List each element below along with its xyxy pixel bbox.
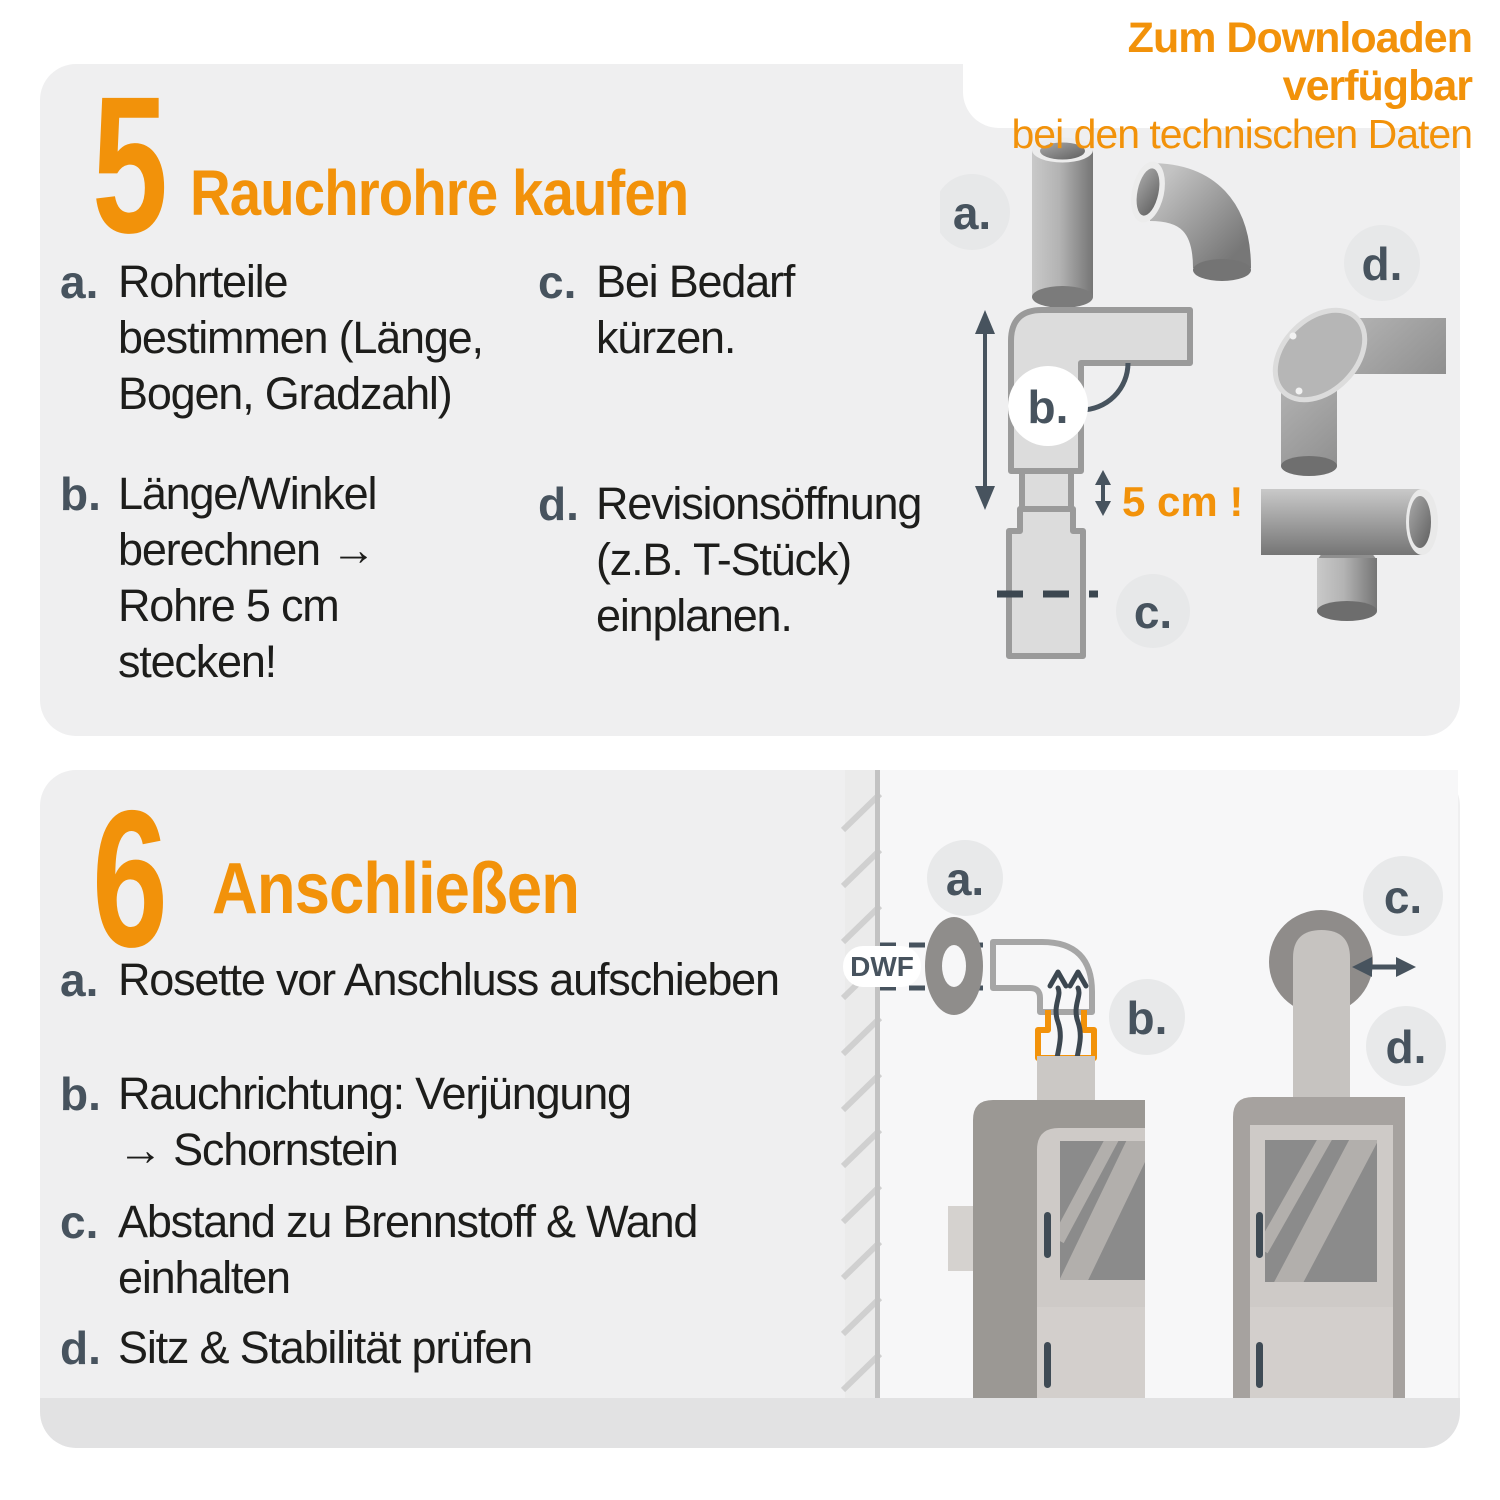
step5-item-d xyxy=(538,476,921,644)
text-line: Sitz & Stabilität prüfen xyxy=(118,1322,532,1373)
step6-item-d xyxy=(60,1320,532,1376)
floor xyxy=(40,1398,1460,1448)
stove-right-icon xyxy=(1233,1097,1405,1398)
step5-illustration xyxy=(940,120,1480,740)
wall-heat-shield xyxy=(948,1206,975,1271)
label-d-badge xyxy=(1366,1006,1446,1086)
step6-item-b xyxy=(60,1066,631,1178)
overlap-annotation xyxy=(1095,470,1243,525)
item-text xyxy=(118,466,376,690)
step5-title: Rauchrohre kaufen xyxy=(190,157,689,229)
text-line: berechnen → xyxy=(118,524,375,575)
label-c: c. xyxy=(1133,586,1173,638)
text-line: → Schornstein xyxy=(118,1124,398,1175)
item-text xyxy=(596,476,921,644)
label-c: c. xyxy=(1383,871,1423,923)
text-line: Rosette vor Anschluss aufschieben xyxy=(118,954,779,1005)
text-line: Abstand zu Brennstoff & Wand xyxy=(118,1196,698,1247)
text-line: kürzen. xyxy=(596,312,736,363)
step6-item-a xyxy=(60,952,779,1008)
pipe-male-end xyxy=(1022,471,1071,509)
label-b: b. xyxy=(1126,992,1168,1044)
label-c-badge xyxy=(1116,574,1190,648)
item-text xyxy=(596,254,794,366)
tee-pipe-icon xyxy=(1261,489,1438,621)
item-text xyxy=(118,1194,697,1306)
stove-collar xyxy=(1037,1056,1095,1100)
label-a-badge xyxy=(927,840,1003,916)
text-line: Länge/Winkel xyxy=(118,468,377,519)
elbow-pipe-icon xyxy=(1126,158,1251,281)
step5-item-a xyxy=(60,254,483,422)
text-line: (z.B. T-Stück) xyxy=(596,534,851,585)
label-b-badge xyxy=(1008,366,1088,446)
angled-elbow-pipe-icon xyxy=(1258,293,1446,476)
label-d: d. xyxy=(1385,1021,1427,1073)
label-d-badge xyxy=(1344,225,1420,301)
step5-item-c xyxy=(538,254,794,366)
item-text xyxy=(118,1066,631,1178)
label-a: a. xyxy=(952,187,992,239)
straight-pipe-icon xyxy=(1032,138,1093,309)
item-letter: a. xyxy=(60,256,99,308)
text-line: Rohre 5 cm xyxy=(118,580,339,631)
step5-number: 5 xyxy=(92,56,167,274)
wall-edge xyxy=(875,770,880,1398)
label-a: a. xyxy=(945,853,985,905)
text-line: einhalten xyxy=(118,1252,290,1303)
step6-item-c xyxy=(60,1194,697,1306)
text-line: Rauchrichtung: Verjüngung xyxy=(118,1068,631,1119)
item-letter: d. xyxy=(60,1322,101,1374)
label-d: d. xyxy=(1361,238,1403,290)
banner-line-1: Zum Downloaden verfügbar xyxy=(1127,14,1472,110)
step6-number: 6 xyxy=(92,770,167,988)
download-banner xyxy=(963,0,1500,157)
item-letter: c. xyxy=(60,1196,99,1248)
stove-left-icon xyxy=(948,1056,1146,1398)
item-text xyxy=(118,952,779,1008)
label-a-badge xyxy=(940,174,1010,250)
label-b-badge xyxy=(1109,979,1185,1055)
step6-title: Anschließen xyxy=(212,849,580,929)
step6-illustration xyxy=(840,770,1458,1398)
text-line: Rohrteile xyxy=(118,256,288,307)
stove-handle xyxy=(1044,1342,1051,1388)
text-line: Bei Bedarf xyxy=(596,256,795,307)
item-letter: b. xyxy=(60,468,101,520)
item-letter: b. xyxy=(60,1068,101,1120)
dwf-label xyxy=(843,946,921,987)
wall xyxy=(843,770,880,1398)
item-letter: a. xyxy=(60,954,99,1006)
text-line: bestimmen (Länge, xyxy=(118,312,483,363)
label-c-badge xyxy=(1363,856,1443,936)
angle-arc xyxy=(1081,363,1128,410)
length-arrow xyxy=(975,310,995,510)
pipe-socket-end xyxy=(1009,509,1083,656)
stove-handle xyxy=(1044,1212,1051,1258)
item-text xyxy=(118,1320,532,1376)
rosette-icon xyxy=(925,917,983,1015)
item-letter: d. xyxy=(538,478,579,530)
stove-handle xyxy=(1256,1342,1263,1388)
label-b: b. xyxy=(1027,381,1069,433)
text-line: Bogen, Gradzahl) xyxy=(118,368,452,419)
dwf-text: DWF xyxy=(850,951,914,982)
text-line: Revisionsöffnung xyxy=(596,478,922,529)
five-cm-label: 5 cm ! xyxy=(1122,478,1244,525)
item-letter: c. xyxy=(538,256,577,308)
text-line: einplanen. xyxy=(596,590,792,641)
banner-line-2: bei den technischen Daten xyxy=(1011,111,1472,157)
step5-item-b xyxy=(60,466,376,690)
text-line: stecken! xyxy=(118,636,276,687)
stove-handle xyxy=(1256,1212,1263,1258)
item-text xyxy=(118,254,483,422)
